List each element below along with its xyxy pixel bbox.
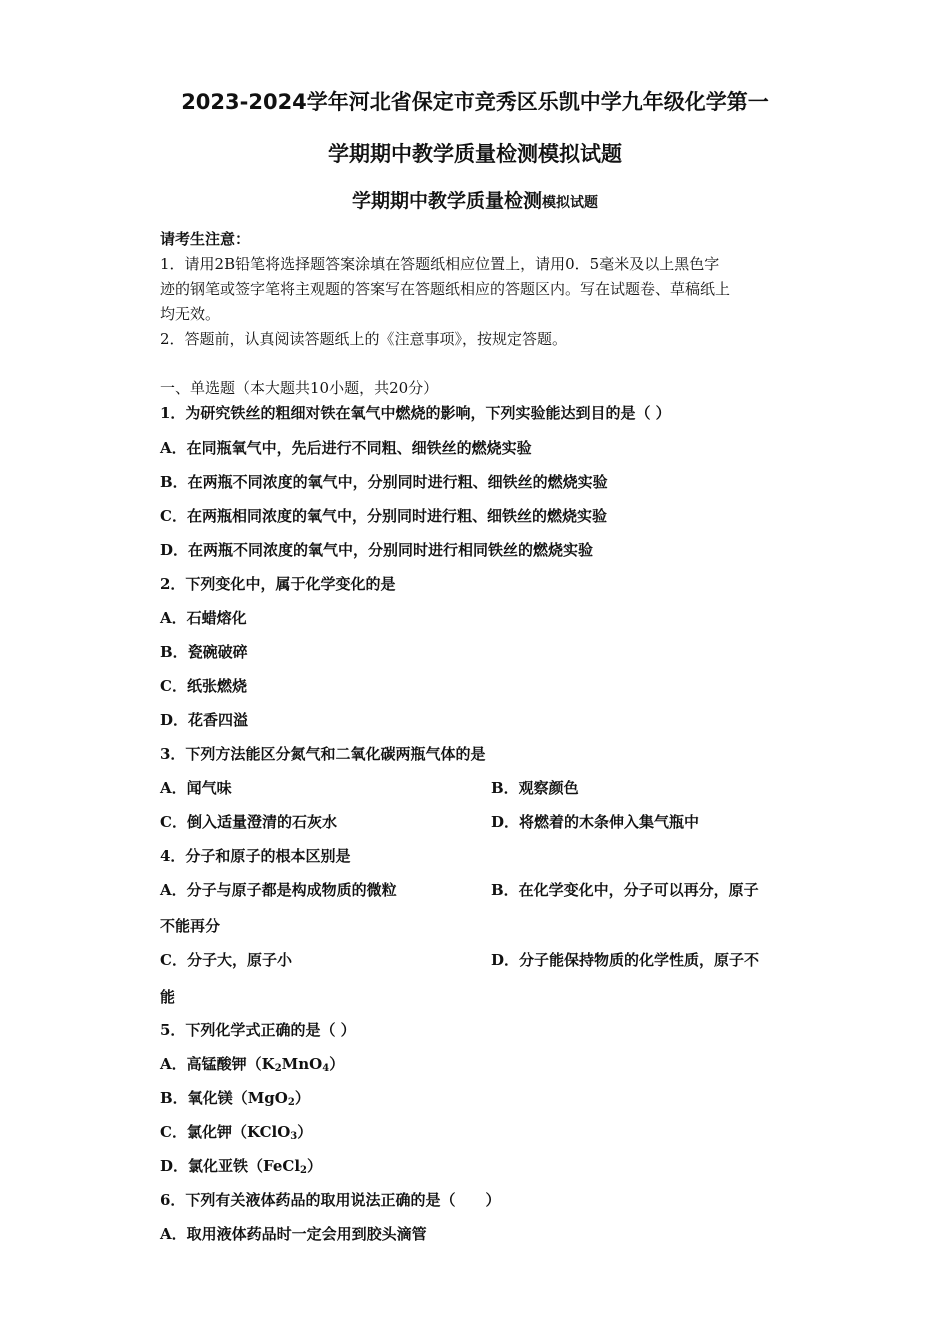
q5-option-c (160, 1121, 312, 1142)
q1-option-b: B．在两瓶不同浓度的氧气中，分别同时进行粗、细铁丝的燃烧实验 (160, 473, 608, 491)
q5-d-sub: 2 (300, 1165, 307, 1176)
q5-a-label: A．高锰酸钾（ (160, 1055, 262, 1073)
q6-stem: 6．下列有关液体药品的取用说法正确的是（ ） (160, 1191, 501, 1209)
q5-a-formula-2: MnO (281, 1055, 323, 1073)
q4-option-d-continued: 能 (160, 988, 176, 1006)
q1-option-d: D．在两瓶不同浓度的氧气中，分别同时进行相同铁丝的燃烧实验 (160, 541, 594, 559)
q1-stem: 1．为研究铁丝的粗细对铁在氧气中燃烧的影响，下列实验能达到目的是（ ） (160, 404, 671, 422)
q5-stem: 5．下列化学式正确的是（ ） (160, 1021, 356, 1039)
q5-a-sub-2: 4 (322, 1063, 330, 1074)
q5-d-formula: FeCl (263, 1157, 301, 1175)
exam-title-line-1: 2023-2024学年河北省保定市竞秀区乐凯中学九年级化学第一 (181, 90, 769, 114)
q4-option-a: A．分子与原子都是构成物质的微粒 (160, 881, 397, 899)
q4-option-c: C．分子大，原子小 (160, 951, 292, 969)
title-line3-big: 学期期中教学质量检测 (351, 190, 542, 212)
notice-item-1-line-1: 1．请用2B铅笔将选择题答案涂填在答题纸相应位置上，请用0．5毫米及以上黑色字 (160, 255, 720, 273)
q2-stem: 2．下列变化中，属于化学变化的是 (160, 575, 396, 593)
q3-option-a: A．闻气味 (160, 779, 232, 797)
q5-option-d (160, 1155, 322, 1176)
q5-c-end: ） (297, 1123, 313, 1141)
notice-item-1-line-3: 均无效。 (160, 305, 221, 323)
exam-title-line-3 (0, 186, 950, 213)
q5-c-sub: 3 (290, 1131, 298, 1142)
q4-stem: 4．分子和原子的根本区别是 (160, 847, 351, 865)
q2-option-a: A．石蜡熔化 (160, 609, 247, 627)
q5-a-sub-1: 2 (274, 1063, 282, 1074)
q4-option-b: B．在化学变化中，分子可以再分，原子 (491, 881, 759, 899)
q1-option-c: C．在两瓶相同浓度的氧气中，分别同时进行粗、细铁丝的燃烧实验 (160, 507, 607, 525)
q4-option-b-continued: 不能再分 (160, 917, 221, 935)
q2-option-b: B．瓷碗破碎 (160, 643, 248, 661)
q5-b-label: B．氧化镁（ (160, 1089, 248, 1107)
q5-a-formula-1: K (261, 1055, 275, 1073)
q3-option-c: C．倒入适量澄清的石灰水 (160, 813, 337, 831)
q3-option-b: B．观察颜色 (491, 779, 579, 797)
q1-option-a: A．在同瓶氧气中，先后进行不同粗、细铁丝的燃烧实验 (160, 439, 532, 457)
q3-option-d: D．将燃着的木条伸入集气瓶中 (491, 813, 700, 831)
q5-c-formula: KClO (246, 1123, 291, 1141)
q5-b-formula: MgO (247, 1089, 288, 1107)
title-line3-small: 模拟试题 (542, 195, 598, 211)
q5-b-end: ） (294, 1089, 310, 1107)
q5-d-end: ） (307, 1157, 323, 1175)
q5-a-end: ） (329, 1055, 345, 1073)
exam-title-line-2: 学期期中教学质量检测模拟试题 (328, 142, 622, 166)
q5-option-b (160, 1087, 310, 1108)
section-heading: 一、单选题（本大题共10小题，共20分） (160, 379, 439, 397)
notice-heading: 请考生注意： (160, 230, 251, 248)
notice-item-1-line-2: 迹的钢笔或签字笔将主观题的答案写在答题纸相应的答题区内。写在试题卷、草稿纸上 (160, 280, 731, 298)
q2-option-c: C．纸张燃烧 (160, 677, 247, 695)
q5-c-label: C．氯化钾（ (160, 1123, 247, 1141)
q2-option-d: D．花香四溢 (160, 711, 249, 729)
q3-stem: 3．下列方法能区分氮气和二氧化碳两瓶气体的是 (160, 745, 486, 763)
q4-option-d: D．分子能保持物质的化学性质，原子不 (491, 951, 760, 969)
q5-option-a (160, 1053, 344, 1074)
notice-item-2: 2．答题前，认真阅读答题纸上的《注意事项》，按规定答题。 (160, 330, 568, 348)
q6-option-a: A．取用液体药品时一定会用到胶头滴管 (160, 1225, 427, 1243)
q5-b-sub: 2 (287, 1097, 295, 1108)
q5-d-label: D．氯化亚铁（ (160, 1157, 264, 1175)
